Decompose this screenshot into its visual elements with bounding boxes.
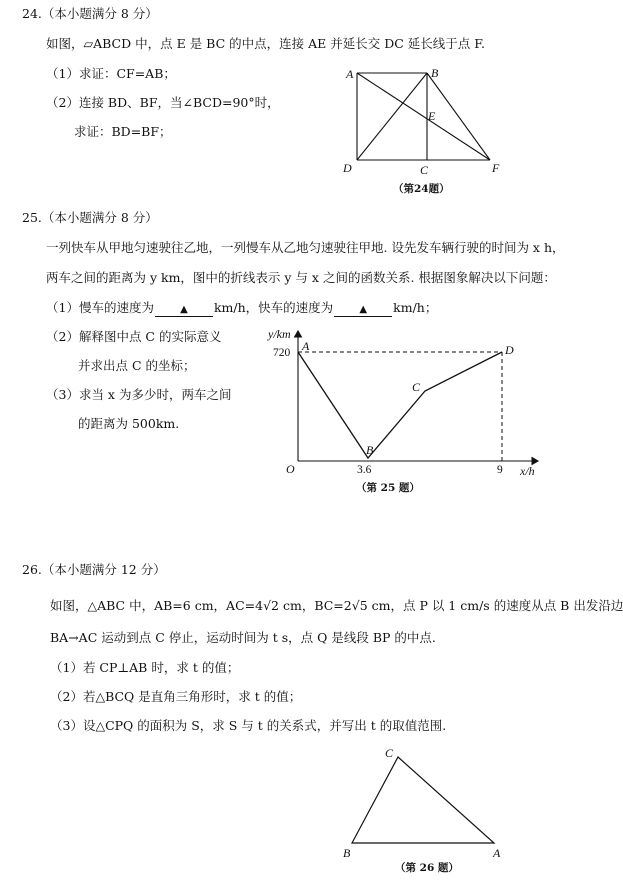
q26-point-C: C [385, 746, 394, 760]
q25-header: 25.（本小题满分 8 分） [22, 210, 158, 225]
q26-point-A: A [493, 846, 501, 860]
q26-stem-line1: 如图，△ABC 中，AB=6 cm，AC=4√2 cm，BC=2√5 cm，点 P 以 1 cm/s 的速度从点 B 出发沿边 [50, 598, 623, 613]
q25-x-label: x/h [520, 464, 535, 478]
q24-point-A: A [346, 67, 354, 81]
q25-blank-slow-speed: ▲ [155, 304, 213, 317]
q25-x-tick-9: 9 [497, 464, 503, 476]
q24-point-D: D [343, 161, 352, 175]
q25-point-B: B [366, 443, 374, 457]
q25-x-tick-3-6: 3.6 [357, 464, 372, 476]
q24-point-B: B [431, 66, 439, 80]
q26-part2: （2）若△BCQ 是直角三角形时，求 t 的值； [50, 689, 302, 704]
q25-stem-line1: 一列快车从甲地匀速驶往乙地，一列慢车从乙地匀速驶往甲地. 设先发车辆行驶的时间为 x h， [46, 240, 565, 255]
q25-part1-text-a: （1）慢车的速度为 [46, 300, 154, 315]
q25-part1-text-c: km/h； [393, 300, 438, 315]
q25-part2-line2: 并求出点 C 的坐标； [78, 358, 196, 373]
q25-point-D: D [505, 343, 514, 357]
q24-point-E: E [428, 109, 436, 123]
q26-caption: （第 26 题） [395, 862, 459, 874]
q24-point-F: F [492, 161, 500, 175]
q25-part3: （3）求当 x 为多少时，两车之间 [46, 387, 232, 402]
q24-part2-proof: 求证：BD=BF； [74, 124, 172, 139]
q25-part3-line2: 的距离为 500km. [78, 416, 180, 431]
q26-part1: （1）若 CP⊥AB 时，求 t 的值； [50, 660, 240, 675]
q24-caption: （第24题） [393, 183, 450, 195]
q24-part1: （1）求证：CF=AB； [46, 66, 176, 81]
q24-stem: 如图，▱ABCD 中，点 E 是 BC 的中点，连接 AE 并延长交 DC 延长线于点 F. [46, 36, 485, 51]
q26-stem-line2: BA→AC 运动到点 C 停止，运动时间为 t s，点 Q 是线段 BP 的中点. [50, 630, 436, 645]
q25-origin: O [286, 462, 295, 476]
q25-caption: （第 25 题） [356, 482, 420, 494]
q25-part2: （2）解释图中点 C 的实际意义 [46, 329, 222, 344]
q26-header: 26.（本小题满分 12 分） [22, 562, 166, 577]
q25-y-tick-720: 720 [273, 347, 291, 359]
q26-part3: （3）设△CPQ 的面积为 S，求 S 与 t 的关系式，并写出 t 的取值范围. [50, 718, 447, 733]
q25-y-label: y/km [268, 327, 291, 341]
q25-stem-line2: 两车之间的距离为 y km，图中的折线表示 y 与 x 之间的函数关系. 根据图象解决以下问题： [46, 270, 556, 285]
q26-triangle-ABC [352, 757, 494, 843]
q24-point-C: C [420, 163, 429, 177]
q25-point-A: A [302, 339, 310, 353]
q25-part1-text-b: km/h，快车的速度为 [213, 300, 334, 315]
q25-blank-fast-speed: ▲ [334, 304, 392, 317]
q26-point-B: B [343, 846, 351, 860]
q24-part2: （2）连接 BD、BF，当∠BCD=90°时， [46, 95, 280, 110]
q25-point-C: C [412, 380, 421, 394]
q24-header: 24.（本小题满分 8 分） [22, 6, 158, 21]
